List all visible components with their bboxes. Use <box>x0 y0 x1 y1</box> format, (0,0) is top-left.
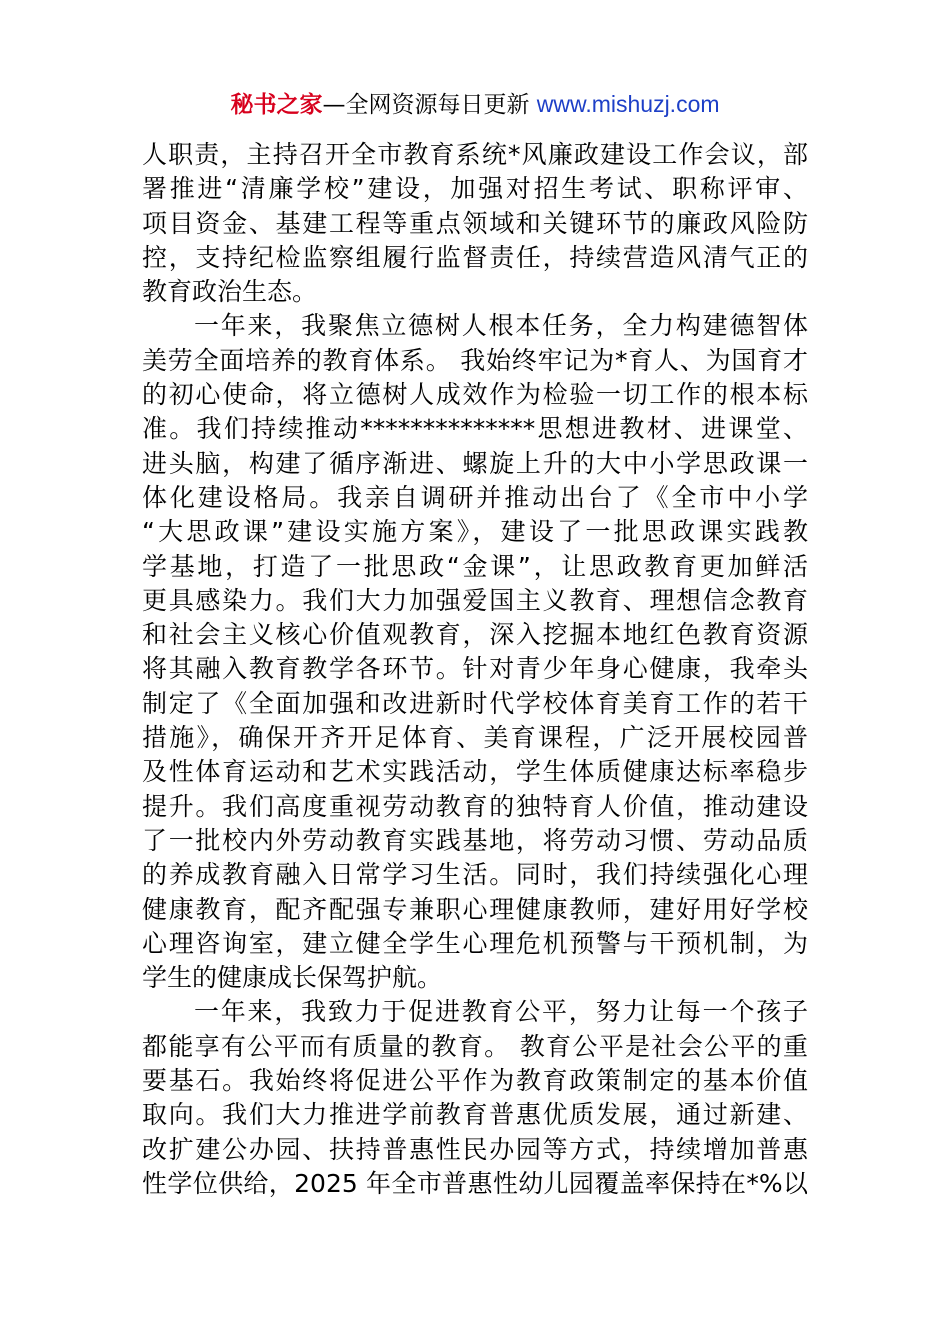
site-url-link[interactable]: www.mishuzj.com <box>536 91 720 117</box>
text-line: 心理咨询室，建立健全学生心理危机预警与干预机制，为 <box>142 928 808 958</box>
text-line: 进头脑，构建了循序渐进、螺旋上升的大中小学思政课一 <box>142 448 808 478</box>
text-line: 控，支持纪检监察组履行监督责任，持续营造风清气正的 <box>142 242 808 272</box>
text-line: 学生的健康成长保驾护航。 <box>142 963 443 993</box>
text-line: 性学位供给，2025 年全市普惠性幼儿园覆盖率保持在*%以 <box>142 1168 808 1198</box>
document-body <box>142 138 808 1201</box>
text-line: 健康教育，配齐配强专兼职心理健康教师，建好用好学校 <box>142 894 808 924</box>
site-tagline: —全网资源每日更新 <box>322 92 537 118</box>
text-line: 准。我们持续推动**************思想进教材、进课堂、 <box>142 414 808 444</box>
text-line: 将其融入教育教学各环节。针对青少年身心健康，我牵头 <box>142 654 808 684</box>
text-line: 要基石。我始终将促进公平作为教育政策制定的基本价值 <box>142 1066 808 1096</box>
text-line: 学基地，打造了一批思政“金课”，让思政教育更加鲜活 <box>142 551 808 581</box>
paragraph-first-line: 一年来，我致力于促进教育公平，努力让每一个孩子 <box>194 997 808 1027</box>
text-line: 体化建设格局。我亲自调研并推动出台了《全市中小学 <box>142 482 808 512</box>
text-line: 署推进“清廉学校”建设，加强对招生考试、职称评审、 <box>142 174 808 204</box>
paragraph-first-line: 一年来，我聚焦立德树人根本任务，全力构建德智体 <box>194 311 808 341</box>
text-line: 改扩建公办园、扶持普惠性民办园等方式，持续增加普惠 <box>142 1134 808 1164</box>
text-line: “大思政课”建设实施方案》，建设了一批思政课实践教 <box>142 517 808 547</box>
site-header <box>0 88 950 121</box>
text-line: 和社会主义核心价值观教育，深入挖掘本地红色教育资源 <box>142 620 808 650</box>
text-line: 人职责，主持召开全市教育系统*风廉政建设工作会议，部 <box>142 140 808 169</box>
text-line: 了一批校内外劳动教育实践基地，将劳动习惯、劳动品质 <box>142 825 808 855</box>
text-line: 措施》，确保开齐开足体育、美育课程，广泛开展校园普 <box>142 723 808 753</box>
text-line: 都能享有公平而有质量的教育。 教育公平是社会公平的重 <box>142 1031 808 1061</box>
text-line: 教育政治生态。 <box>142 277 318 307</box>
text-line: 制定了《全面加强和改进新时代学校体育美育工作的若干 <box>142 688 808 718</box>
text-line: 的初心使命，将立德树人成效作为检验一切工作的根本标 <box>142 380 808 410</box>
text-line: 项目资金、基建工程等重点领域和关键环节的廉政风险防 <box>142 208 808 238</box>
site-brand: 秘书之家 <box>230 92 323 118</box>
text-line: 美劳全面培养的教育体系。 我始终牢记为*育人、为国育才 <box>142 345 808 375</box>
text-line: 更具感染力。我们大力加强爱国主义教育、理想信念教育 <box>142 585 808 615</box>
text-line: 提升。我们高度重视劳动教育的独特育人价值，推动建设 <box>142 791 808 821</box>
text-line: 取向。我们大力推进学前教育普惠优质发展，通过新建、 <box>142 1100 808 1130</box>
text-line: 的养成教育融入日常学习生活。同时，我们持续强化心理 <box>142 860 808 890</box>
text-line: 及性体育运动和艺术实践活动，学生体质健康达标率稳步 <box>142 757 808 787</box>
